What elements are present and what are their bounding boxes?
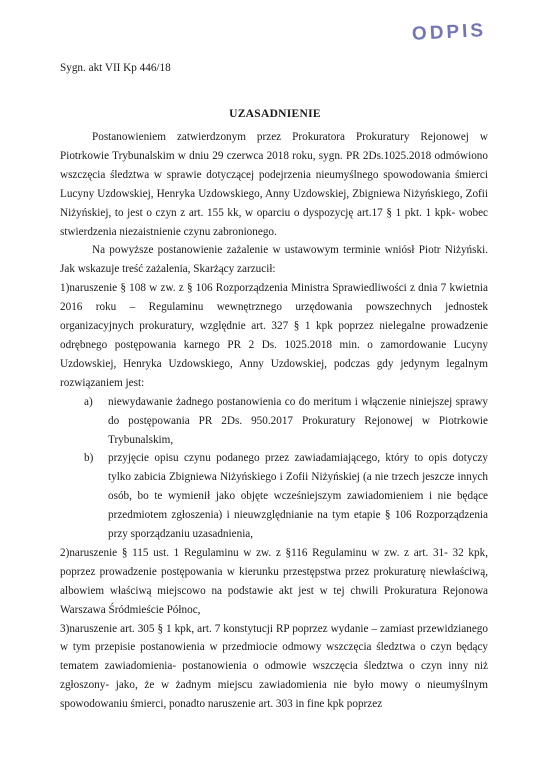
subpoint-a-text: niewydawanie żadnego postanowienia co do meritum i włączenie niniejszej sprawy do postępowania PR 2Ds. 950.2017 Prokuratury Rejonowej w Piotrkowie Trybunalskim, — [108, 395, 488, 446]
complaint-subpoint-b — [84, 449, 488, 544]
subpoint-b-text: przyjęcie opisu czynu podanego przez zawiadamiającego, który to opis dotyczy tylko zabicia Zbigniewa Niżyńskiego i Zofii Niżyńskiej (a nie trzech jeszcze innych osób, bo te wymienił jako objęte wcześniejszym zawiadomieniem i nie będące przedmiotem zgłoszenia) i nieuwzględnianie na tym etapie § 106 Rozporządzenia przy sporządzaniu uzasadnienia, — [108, 452, 488, 541]
document-heading: UZASADNIENIE — [229, 108, 321, 120]
case-reference: Sygn. akt VII Kp 446/18 — [60, 62, 171, 74]
complaint-point-1: 1)naruszenie § 108 w zw. z § 106 Rozporządzenia Ministra Sprawiedliwości z dnia 7 kwietnia 2016 roku – Regulaminu wewnętrznego urzędowania powszechnych jednostek organizacyjnych prokuratury, względnie art. 327 § 1 kpk poprzez nielegalne prowadzenie odrębnego postępowania karnego PR 2 Ds. 1025.2018 min. o zamordowanie Lucyny Uzdowskiej, Henryka Uzdowskiego, Anny Uzdowskiej, podczas gdy jedynym legalnym rozwiązaniem jest: — [60, 282, 488, 389]
complaint-subpoint-a — [84, 393, 488, 450]
paragraph-complaint-intro: Na powyższe postanowienie zażalenie w ustawowym terminie wniósł Piotr Niżyński. Jak wskazuje treść zażalenia, Skarżący zarzucił: — [60, 244, 488, 276]
paragraph-decision: Postanowieniem zatwierdzonym przez Prokuratora Prokuratury Rejonowej w Piotrkowie Trybunalskim w dniu 29 czerwca 2018 roku, sygn. PR 2Ds.1025.2018 odmówiono wszczęcia śledztwa w sprawie dotyczącej podejrzenia nieumyślnego spowodowania śmierci Lucyny Uzdowskiej, Henryka Uzdowskiego, Anny Uzdowskiej, Zbigniewa Niżyńskiego, Zofii Niżyńskiej, to jest o czyn z art. 155 kk, w oparciu o dyspozycję art.17 § 1 pkt. 1 kpk- wobec stwierdzenia niezaistnienie czynu zabronionego. — [60, 131, 488, 238]
complaint-point-2: 2)naruszenie § 115 ust. 1 Regulaminu w zw. z §116 Regulaminu w zw. z art. 31- 32 kpk, poprzez prowadzenie postępowania w kierunku przestępstwa przez prokuraturę niewłaściwą, albowiem właściwą miejscowo na podstawie akt jest w tej chwili Prokuratura Rejonowa Warszawa Śródmieście Północ, — [60, 546, 488, 616]
subpoint-b-marker: b) — [84, 452, 94, 465]
copy-stamp: ODPIS — [411, 20, 487, 45]
complaint-point-3: 3)naruszenie art. 305 § 1 kpk, art. 7 konstytucji RP poprzez wydanie – zamiast przewidzianego w tym przepisie postanowienia w przedmiocie odmowy wszczęcia śledztwa o czyn będący tematem zawiadomienia- postanowienia o odmowie wszczęcia śledztwa o czyn inny niż zgłoszony- jako, że w żadnym miejscu zawiadomienia nie było mowy o nieumyślnym spowodowaniu śmierci, ponadto naruszenie art. 303 in fine kpk poprzez — [60, 622, 488, 711]
subpoint-a-marker: a) — [84, 395, 93, 408]
document-body — [60, 128, 488, 714]
